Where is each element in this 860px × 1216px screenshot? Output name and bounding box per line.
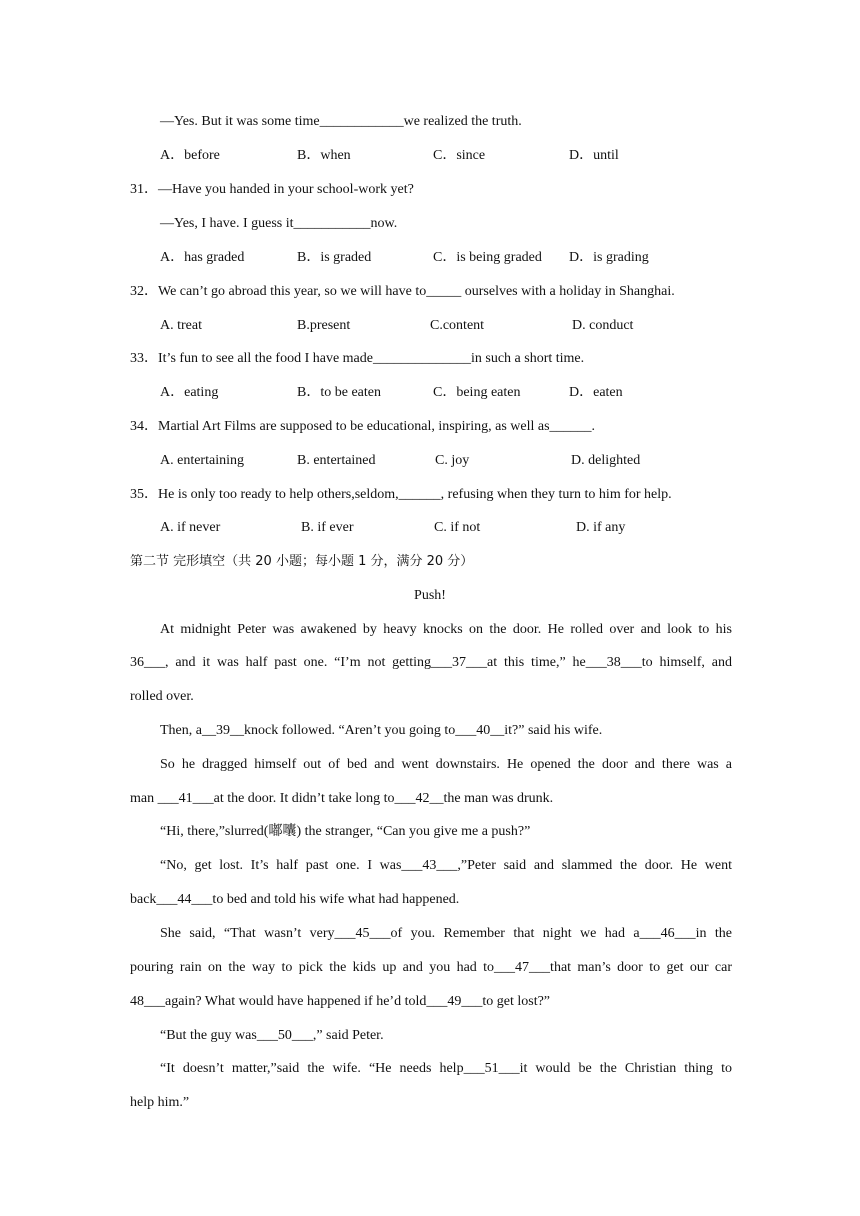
passage-line-8: “No, get lost. It’s half past one. I was___43___,”Peter said and slammed the door. He went bbox=[160, 858, 732, 873]
passage-line-6: man ___41___at the door. It didn’t take long to___42__the man was drunk. bbox=[130, 791, 554, 806]
q35-option-c: C. if not bbox=[434, 520, 481, 535]
q31-option-b: B．is graded bbox=[297, 250, 372, 265]
q31-option-a: A．has graded bbox=[160, 250, 245, 265]
passage-line-15: help him.” bbox=[130, 1095, 190, 1110]
q32-option-d: D. conduct bbox=[572, 318, 634, 333]
q34-option-b: B. entertained bbox=[297, 453, 376, 468]
q30-option-c: C．since bbox=[433, 148, 486, 163]
q30-option-a: A．before bbox=[160, 148, 220, 163]
q33-option-b: B．to be eaten bbox=[297, 385, 381, 400]
passage-line-13: “But the guy was___50___,” said Peter. bbox=[160, 1028, 384, 1043]
q31-option-d: D．is grading bbox=[569, 250, 649, 265]
q33-option-a: A．eating bbox=[160, 385, 219, 400]
q35-option-b: B. if ever bbox=[301, 520, 354, 535]
section-heading: 第二节 完形填空（共 20 小题；每小题 1 分，满分 20 分） bbox=[130, 554, 474, 569]
passage-line-1: At midnight Peter was awakened by heavy knocks on the door. He rolled over and look to his bbox=[160, 622, 732, 637]
q34-stem: 34．Martial Art Films are supposed to be educational, inspiring, as well as______. bbox=[130, 419, 596, 434]
passage-line-14: “It doesn’t matter,”said the wife. “He needs help___51___it would be the Christian thing to bbox=[160, 1061, 732, 1076]
q32-option-a: A. treat bbox=[160, 318, 202, 333]
q31-stem: 31．—Have you handed in your school-work yet? bbox=[130, 182, 414, 197]
q32-stem: 32．We can’t go abroad this year, so we will have to_____ ourselves with a holiday in Shanghai. bbox=[130, 284, 675, 299]
q30-option-d: D．until bbox=[569, 148, 619, 163]
q30-option-b: B．when bbox=[297, 148, 351, 163]
passage-line-5: So he dragged himself out of bed and went downstairs. He opened the door and there was a bbox=[160, 757, 732, 772]
passage-line-11: pouring rain on the way to pick the kids up and you had to___47___that man’s door to get our car bbox=[130, 960, 732, 975]
passage-title: Push! bbox=[414, 588, 446, 603]
q35-option-a: A. if never bbox=[160, 520, 221, 535]
q35-option-d: D. if any bbox=[576, 520, 626, 535]
q33-stem: 33．It’s fun to see all the food I have made______________in such a short time. bbox=[130, 351, 585, 366]
q33-option-d: D．eaten bbox=[569, 385, 623, 400]
q34-option-c: C. joy bbox=[435, 453, 470, 468]
q33-option-c: C．being eaten bbox=[433, 385, 521, 400]
passage-line-4: Then, a__39__knock followed. “Aren’t you going to___40__it?” said his wife. bbox=[160, 723, 603, 738]
passage-line-10: She said, “That wasn’t very___45___of you. Remember that night we had a___46___in the bbox=[160, 926, 732, 941]
q34-option-d: D. delighted bbox=[571, 453, 641, 468]
q30-answer-line: —Yes. But it was some time____________we realized the truth. bbox=[160, 114, 522, 129]
passage-line-3: rolled over. bbox=[130, 689, 194, 704]
q35-stem: 35．He is only too ready to help others,seldom,______, refusing when they turn to him for help. bbox=[130, 487, 672, 502]
q31-option-c: C．is being graded bbox=[433, 250, 542, 265]
passage-line-9: back___44___to bed and told his wife what had happened. bbox=[130, 892, 460, 907]
passage-line-12: 48___again? What would have happened if he’d told___49___to get lost?” bbox=[130, 994, 551, 1009]
q32-option-b: B.present bbox=[297, 318, 351, 333]
q34-option-a: A. entertaining bbox=[160, 453, 244, 468]
passage-line-7: “Hi, there,”slurred(嘟囔) the stranger, “Can you give me a push?” bbox=[160, 824, 531, 839]
passage-line-2: 36___, and it was half past one. “I’m not getting___37___at this time,” he___38___to himself, and bbox=[130, 655, 732, 670]
q32-option-c: C.content bbox=[430, 318, 485, 333]
q31-answer-line: —Yes, I have. I guess it___________now. bbox=[160, 216, 398, 231]
